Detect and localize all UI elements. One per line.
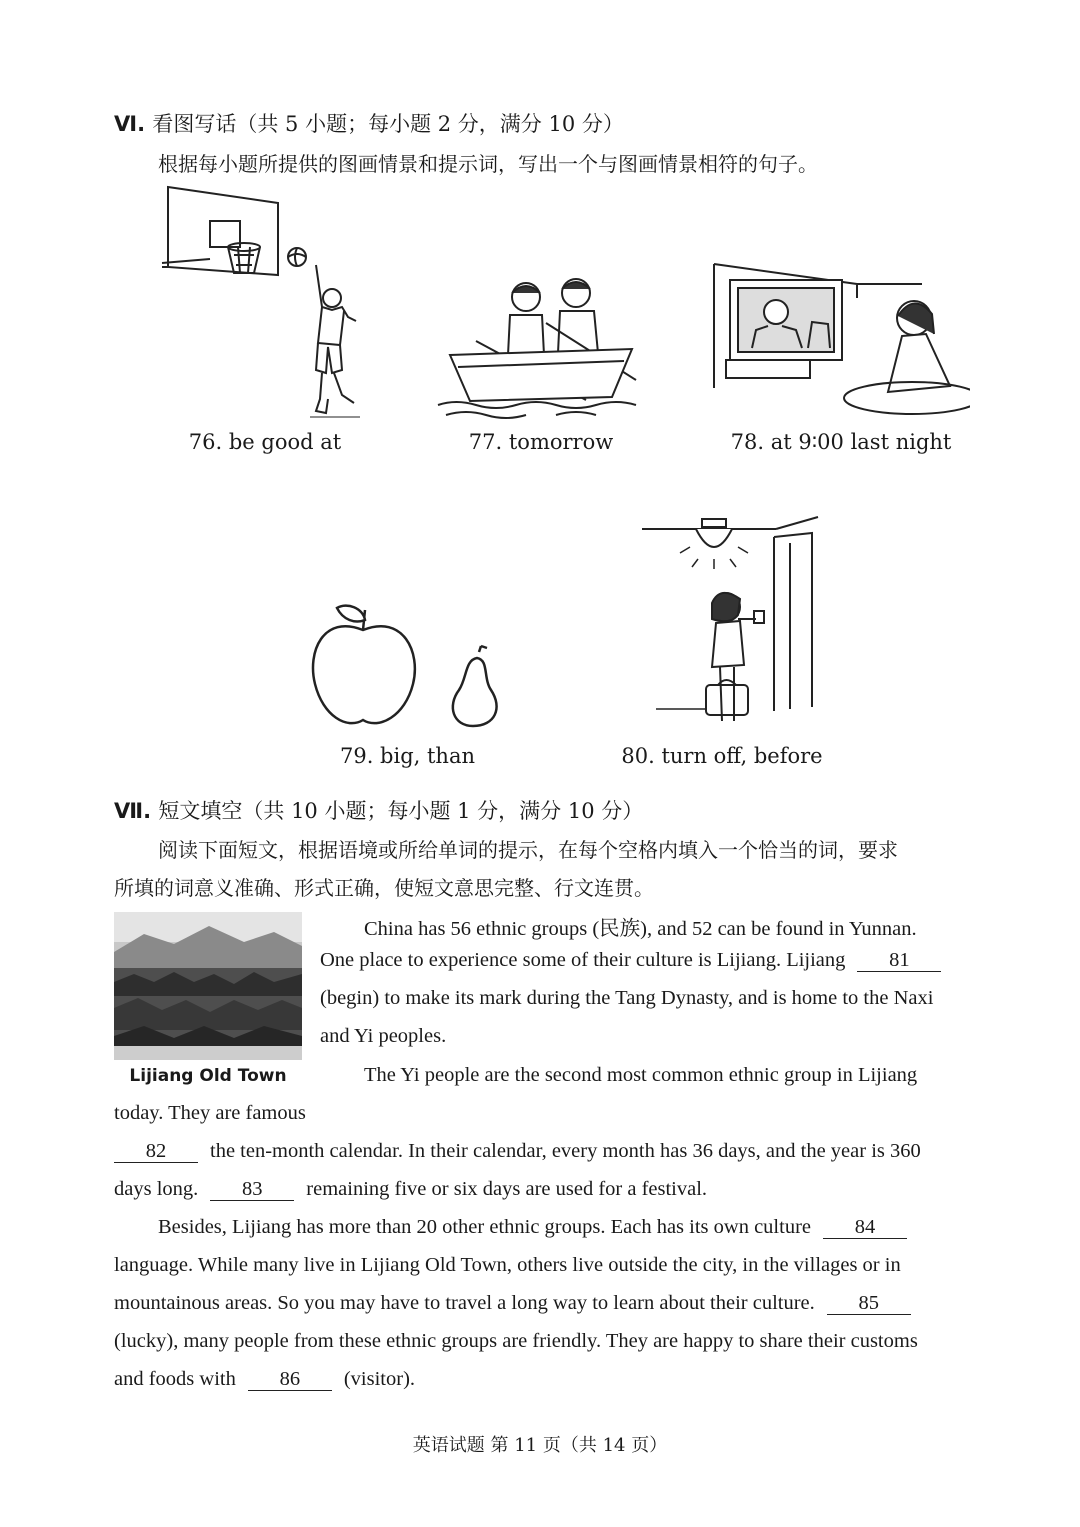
passage-line-13 [114,1368,415,1391]
blank-81[interactable]: 81 [857,949,941,972]
passage-text: the ten-month calendar. In their calendar, every month has 36 days, and the year is 360 [210,1140,921,1162]
passage-line-6: today. They are famous [114,1102,306,1124]
caption-77: 77. tomorrow [468,430,614,454]
section7-heading: 短文填空（共 10 小题；每小题 1 分，满分 10 分） [158,799,644,823]
passage-text: days long. [114,1178,199,1200]
caption-76: 76. be good at [188,430,342,454]
blank-82[interactable]: 82 [114,1140,198,1163]
section6-instruction: 根据每小题所提供的图画情景和提示词，写出一个与图画情景相符的句子。 [158,152,818,176]
passage-line-10: language. While many live in Lijiang Old Town, others live outside the city, in the villages or in [114,1254,901,1276]
section6-title [114,108,624,138]
passage-text: remaining five or six days are used for a festival. [306,1178,708,1200]
section7-number: Ⅶ. [114,799,152,823]
page-footer: 英语试题 第 11 页（共 14 页） [412,1435,668,1456]
section7-instruction-line1: 阅读下面短文，根据语境或所给单词的提示，在每个空格内填入一个恰当的词，要求 [158,838,898,862]
photo-caption: Lijiang Old Town [129,1066,287,1086]
section7-instruction-line2: 所填的词意义准确、形式正确，使短文意思完整、行文连贯。 [114,876,654,900]
passage-text: Besides, Lijiang has more than 20 other ethnic groups. Each has its own culture [158,1216,811,1238]
caption-80: 80. turn off, before [621,744,823,768]
basketball-player-icon [160,185,370,420]
passage-line-1: China has 56 ethnic groups (民族), and 52 can be found in Yunnan. [364,918,917,940]
passage-text: One place to experience some of their culture is Lijiang. Lijiang [320,949,846,971]
section7-title [114,795,643,825]
passage-line-2 [320,949,947,972]
passage-text: mountainous areas. So you may have to travel a long way to learn about their culture. [114,1292,815,1314]
caption-79: 79. big, than [339,744,476,768]
passage-line-9 [158,1216,913,1239]
passage-line-5: The Yi people are the second most common ethnic group in Lijiang [364,1064,918,1086]
passage-line-11 [114,1292,917,1315]
girl-turning-off-light-icon [640,515,825,733]
section6-heading: 看图写话（共 5 小题；每小题 2 分，满分 10 分） [152,112,624,136]
passage-text: and foods with [114,1368,236,1390]
passage-text: (visitor). [343,1368,416,1390]
passage-line-8 [114,1178,707,1201]
passage-line-12: (lucky), many people from these ethnic groups are friendly. They are happy to share their customs [114,1330,918,1352]
lijiang-old-town-photo [114,912,302,1060]
blank-86[interactable]: 86 [248,1368,332,1391]
passage-line-3: (begin) to make its mark during the Tang Dynasty, and is home to the Naxi [320,987,934,1009]
caption-78: 78. at 9∶00 last night [730,430,952,454]
section6-number: Ⅵ. [114,112,146,136]
blank-83[interactable]: 83 [210,1178,294,1201]
girl-watching-tv-icon [712,258,970,423]
passage-line-4: and Yi peoples. [320,1025,447,1047]
passage-line-7 [114,1140,921,1163]
blank-84[interactable]: 84 [823,1216,907,1239]
blank-85[interactable]: 85 [827,1292,911,1315]
girls-rowing-boat-icon [436,275,646,420]
apple-and-pear-icon [305,600,510,732]
